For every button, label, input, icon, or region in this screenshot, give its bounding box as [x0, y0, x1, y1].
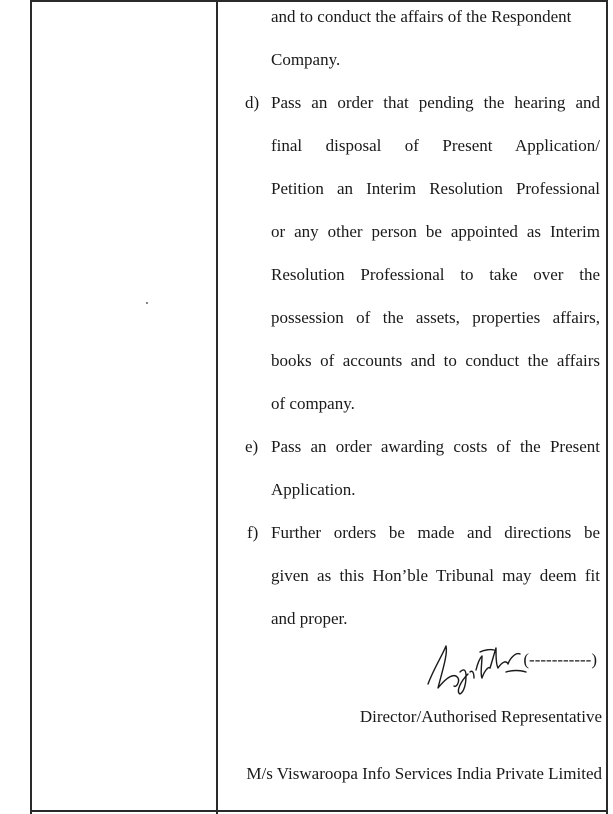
company-name: M/s Viswaroopa Info Services India Private Limited	[246, 764, 602, 783]
para-c-line-2: Company.	[271, 50, 341, 69]
signature-bracket: (-----------)	[523, 650, 597, 669]
para-e-line-2: Application.	[271, 480, 356, 499]
list-marker-d: d)	[245, 93, 260, 112]
para-d-line-4: or any other person be appointed as Interim	[271, 222, 600, 241]
signatory-designation: Director/Authorised Representative	[359, 707, 602, 726]
para-f-line-1: Further orders be made and directions be	[271, 523, 600, 542]
para-d-line-5: Resolution Professional to take over the	[271, 265, 600, 284]
column-divider-line	[216, 0, 218, 814]
list-marker-e: e)	[245, 437, 259, 456]
right-border-line	[606, 0, 608, 814]
list-marker-f: f)	[247, 523, 259, 542]
para-f-line-2: given as this Hon’ble Tribunal may deem fit	[271, 566, 600, 585]
para-d-line-6: possession of the assets, properties affairs,	[271, 308, 600, 327]
para-d-line-3: Petition an Interim Resolution Professional	[271, 179, 600, 198]
handwritten-signature	[420, 632, 540, 696]
para-f-line-3: and proper.	[271, 609, 348, 628]
para-c-line-1: and to conduct the affairs of the Respondent	[271, 7, 572, 26]
bottom-border-line	[30, 810, 608, 812]
para-d-line-1: Pass an order that pending the hearing and	[271, 93, 600, 112]
para-d-line-2: final disposal of Present Application/	[271, 136, 600, 155]
scan-speck	[146, 302, 148, 304]
top-border-line	[30, 0, 608, 2]
left-border-line	[30, 0, 32, 814]
para-d-line-8: of company.	[271, 394, 355, 413]
para-e-line-1: Pass an order awarding costs of the Present	[271, 437, 600, 456]
para-d-line-7: books of accounts and to conduct the affairs	[271, 351, 600, 370]
